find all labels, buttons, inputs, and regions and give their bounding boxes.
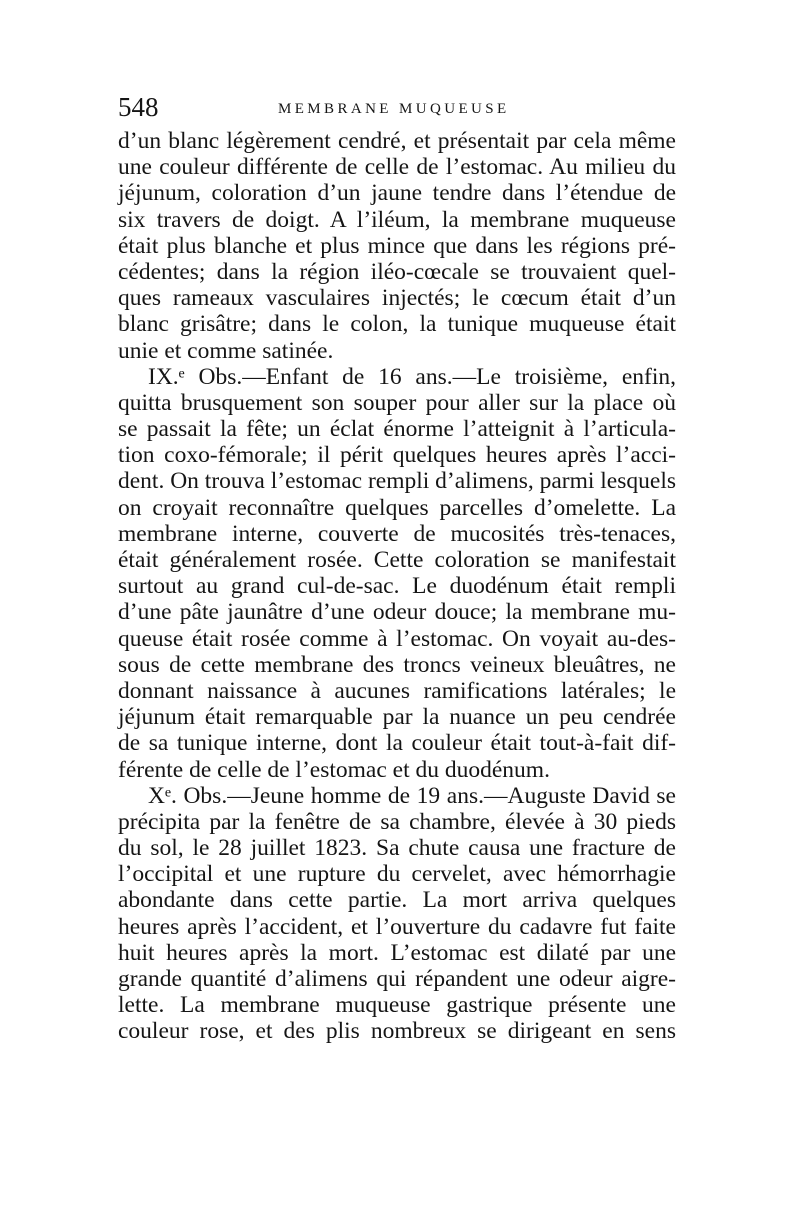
text-line: lette. La membrane muqueuse gastrique présente une	[118, 992, 676, 1019]
running-head	[118, 92, 676, 128]
text-line: blanc grisâtre; dans le colon, la tunique muqueuse était	[118, 311, 676, 338]
text-line: six travers de doigt. A l’iléum, la membrane muqueuse	[118, 206, 676, 233]
text-line: ques rameaux vasculaires injectés; le cœcum était d’un	[118, 285, 676, 312]
text-line: du sol, le 28 juillet 1823. Sa chute causa une fracture de	[118, 835, 676, 862]
text-line: abondante dans cette partie. La mort arriva quelques	[118, 887, 676, 914]
text-line: grande quantité d’alimens qui répandent une odeur aigre-	[118, 966, 676, 992]
text-line: queuse était rosée comme à l’estomac. On voyait au-des-	[118, 625, 676, 652]
text-line: on croyait reconnaître quelques parcelles d’omelette. La	[118, 494, 676, 521]
text-line: de sa tunique interne, dont la couleur était tout-à-fait dif-	[118, 730, 676, 757]
text-line: donnant naissance à aucunes ramifications latérales; le	[118, 677, 676, 704]
text-line: jéjunum était remarquable par la nuance un peu cendrée	[118, 704, 676, 731]
text-line: cédentes; dans la région iléo-cœcale se trouvaient quel-	[118, 258, 676, 285]
observation-heading-ix: IX.ᵉ Obs.—Enfant de 16 ans.—Le troisième, enfin,	[148, 363, 676, 390]
text-line: précipita par la fenêtre de sa chambre, élevée à 30 pieds	[118, 808, 676, 835]
text-line: était plus blanche et plus mince que dans les régions pré-	[118, 232, 676, 259]
text-line: surtout au grand cul-de-sac. Le duodénum était rempli	[118, 573, 676, 600]
text-line: membrane interne, couverte de mucosités très-tenaces,	[118, 520, 676, 547]
text-line: l’occipital et une rupture du cervelet, avec hémorrhagie	[118, 861, 676, 888]
text-line: dent. On trouva l’estomac rempli d’alimens, parmi lesquels	[118, 468, 676, 495]
text-line: huit heures après la mort. L’estomac est dilaté par une	[118, 939, 676, 966]
text-line: unie et comme satinée.	[118, 337, 334, 364]
text-line: était généralement rosée. Cette coloration se manifestait	[118, 547, 676, 573]
text-line: couleur rose, et des plis nombreux se dirigeant en sens	[118, 1018, 676, 1045]
text-line: d’un blanc légèrement cendré, et présentait par cela même	[118, 128, 676, 154]
text-line: heures après l’accident, et l’ouverture du cadavre fut faite	[118, 913, 676, 940]
text-line: sous de cette membrane des troncs veineux bleuâtres, ne	[118, 651, 676, 678]
page-number: 548	[118, 92, 159, 122]
book-page	[118, 92, 676, 1045]
running-title: MEMBRANE MUQUEUSE	[278, 101, 510, 117]
text-line: férente de celle de l’estomac et du duodénum.	[118, 756, 550, 783]
body-text	[118, 128, 676, 1045]
observation-heading-x: Xᵉ. Obs.—Jeune homme de 19 ans.—Auguste David se	[148, 782, 676, 809]
text-line: se passait la fête; un éclat énorme l’atteignit à l’articula-	[118, 416, 676, 443]
text-line: une couleur différente de celle de l’estomac. Au milieu du	[118, 154, 676, 181]
text-line: d’une pâte jaunâtre d’une odeur douce; la membrane mu-	[118, 599, 676, 626]
text-line: tion coxo-fémorale; il périt quelques heures après l’acci-	[118, 442, 676, 469]
text-line: jéjunum, coloration d’un jaune tendre dans l’étendue de	[118, 180, 676, 207]
text-line: quitta brusquement son souper pour aller sur la place où	[118, 389, 676, 416]
